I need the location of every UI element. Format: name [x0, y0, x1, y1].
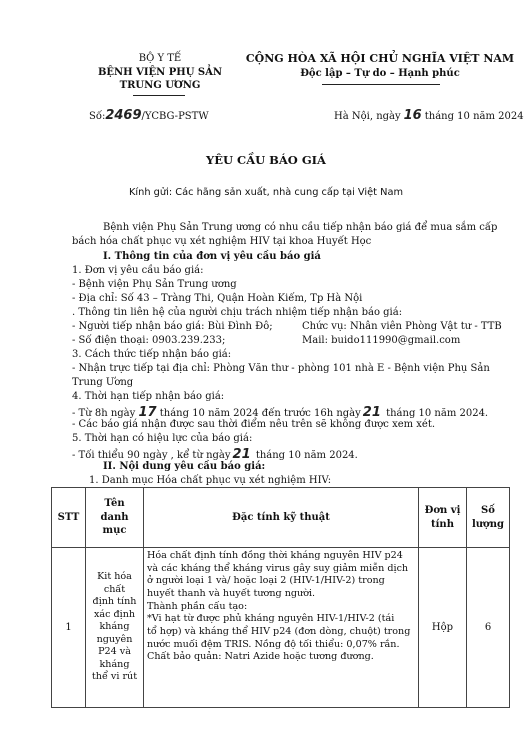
row1-spec-l5: Thành phần cấu tạo:	[147, 600, 248, 612]
row1-spec	[144, 548, 419, 708]
handwritten-day-end: 21	[362, 405, 381, 420]
number-suffix: /YCBG-PSTW	[141, 111, 209, 122]
row1-name-l8: kháng	[99, 658, 130, 670]
s1-item5: 5. Thời hạn có hiệu lực của báo giá:	[72, 433, 253, 444]
intro-line1: Bệnh viện Phụ Sản Trung ương có nhu cầu tiếp nhận báo giá để mua sắm cấp	[103, 222, 498, 233]
s1-item5a	[72, 447, 358, 462]
row1-unit: Hộp	[419, 548, 467, 708]
row1-name-l2: chất	[103, 583, 126, 595]
s1-item1: 1. Đơn vị yêu cầu báo giá:	[72, 265, 204, 276]
s2-item1: 1. Danh mục Hóa chất phục vụ xét nghiệm HIV:	[89, 475, 332, 486]
row1-name-l3: định tính	[92, 596, 137, 608]
table-row	[52, 548, 510, 708]
chemicals-table	[51, 487, 510, 708]
ministry-name: BỘ Y TẾ	[138, 53, 182, 64]
date-prefix: Hà Nội, ngày	[334, 111, 401, 122]
row1-qty: 6	[467, 548, 510, 708]
number-prefix: Số:	[89, 111, 106, 122]
handwritten-validity-day: 21	[232, 447, 251, 462]
header-name-l2: danh	[100, 511, 129, 523]
header-name	[86, 488, 144, 548]
row1-name	[86, 548, 144, 708]
row1-spec-l8: nước muối đệm TRIS. Nồng độ tối thiểu: 0,07% rắn.	[147, 638, 400, 650]
header-left-underline	[133, 95, 185, 96]
header-stt: STT	[52, 488, 86, 548]
row1-name-l7: P24 và	[98, 646, 131, 658]
row1-name-l9: thể vi rút	[91, 671, 138, 683]
s1-item4a	[72, 405, 488, 420]
s1-item4b: - Các báo giá nhận được sau thời điểm nêu trên sẽ không được xem xét.	[72, 419, 436, 430]
section1-title: I. Thông tin của đơn vị yêu cầu báo giá	[103, 251, 321, 262]
intro-line2: bách hóa chất phục vụ xét nghiệm HIV tại khoa Huyết Học	[72, 236, 372, 247]
item5a-post: tháng 10 năm 2024.	[255, 450, 358, 461]
item5a-pre: - Tối thiểu 90 ngày , kể từ ngày	[72, 450, 231, 461]
row1-name-l5: kháng	[99, 621, 130, 633]
row1-spec-l6: *Vi hạt từ được phủ kháng nguyên HIV-1/HIV-2 (tái	[147, 613, 395, 625]
motto: Độc lập – Tự do – Hạnh phúc	[300, 68, 460, 79]
s1-item1a: - Bệnh viện Phụ Sản Trung ương	[72, 279, 237, 290]
motto-underline	[322, 84, 440, 85]
row1-spec-l1: Hóa chất định tính đồng thời kháng nguyên HIV p24	[147, 550, 403, 561]
header-qty-l1: Số	[481, 505, 495, 516]
hospital-name-line1: BỆNH VIỆN PHỤ SẢN	[97, 67, 223, 78]
s1-item1b: - Địa chỉ: Số 43 – Tràng Thi, Quận Hoàn Kiếm, Tp Hà Nội	[72, 293, 363, 304]
contact-mail: Mail: buido111990@gmail.com	[302, 335, 461, 346]
header-unit-l2: tính	[431, 518, 454, 530]
handwritten-day-start: 17	[138, 405, 157, 420]
handwritten-number: 2469	[105, 108, 142, 123]
contact-phone: - Số điện thoại: 0903.239.233;	[72, 335, 226, 346]
header-spec: Đặc tính kỹ thuật	[144, 488, 419, 548]
header-qty	[467, 488, 510, 548]
s1-item4: 4. Thời hạn tiếp nhận báo giá:	[72, 391, 225, 402]
s1-item3a: - Nhận trực tiếp tại địa chỉ: Phòng Văn thư - phòng 101 nhà E - Bệnh viện Phụ Sản	[72, 363, 490, 374]
row1-stt: 1	[52, 548, 86, 708]
s1-item3: 3. Cách thức tiếp nhận báo giá:	[72, 349, 232, 360]
contact-role: Chức vụ: Nhân viên Phòng Vật tư - TTB	[302, 321, 502, 332]
handwritten-day: 16	[403, 108, 422, 123]
row1-spec-l2: và các kháng thể kháng virus gây suy giảm miễn dịch	[147, 562, 409, 574]
header-name-l1: Tên	[104, 498, 125, 510]
item4a-pre: - Từ 8h ngày	[72, 408, 136, 419]
row1-name-l6: nguyên	[96, 633, 133, 645]
item4a-mid: tháng 10 năm 2024 đến trước 16h ngày	[159, 408, 361, 419]
date-suffix: tháng 10 năm 2024	[424, 111, 524, 122]
document-number	[89, 108, 209, 123]
row1-spec-l3: ở người loại 1 và/ hoặc loại 2 (HIV-1/HIV-2) trong	[147, 575, 385, 587]
header-qty-l2: lượng	[471, 518, 504, 530]
section2-title: II. Nội dung yêu cầu báo giá:	[103, 461, 266, 472]
document-title: YÊU CẦU BÁO GIÁ	[206, 153, 326, 167]
row1-spec-l7: tổ hợp) và kháng thể HIV p24 (đơn dòng, chuột) trong	[147, 625, 411, 637]
s1-item3b: Trung Ương	[72, 377, 134, 388]
hospital-name-line2: TRUNG ƯƠNG	[119, 80, 201, 91]
greeting: Kính gửi: Các hãng sản xuất, nhà cung cấp tại Việt Nam	[129, 187, 403, 198]
header-name-l3: mục	[102, 525, 127, 537]
s1-item1c: . Thông tin liên hệ của người chịu trách nhiệm tiếp nhận báo giá:	[72, 307, 403, 318]
header-unit	[419, 488, 467, 548]
republic-name: CỘNG HÒA XÃ HỘI CHỦ NGHĨA VIỆT NAM	[245, 52, 515, 65]
table-header-row	[52, 488, 510, 548]
contact-name: - Người tiếp nhận báo giá: Bùi Đình Đô;	[72, 321, 273, 332]
header-unit-l1: Đơn vị	[424, 505, 461, 516]
item4a-post: tháng 10 năm 2024.	[386, 408, 489, 419]
document-date	[334, 108, 524, 123]
row1-spec-l4: huyết thanh và huyết tương người.	[147, 587, 316, 599]
row1-name-l1: Kit hóa	[97, 571, 132, 583]
row1-spec-l9: Chất bảo quản: Natri Azide hoặc tương đương.	[147, 651, 374, 663]
row1-name-l4: xác định	[93, 608, 136, 620]
